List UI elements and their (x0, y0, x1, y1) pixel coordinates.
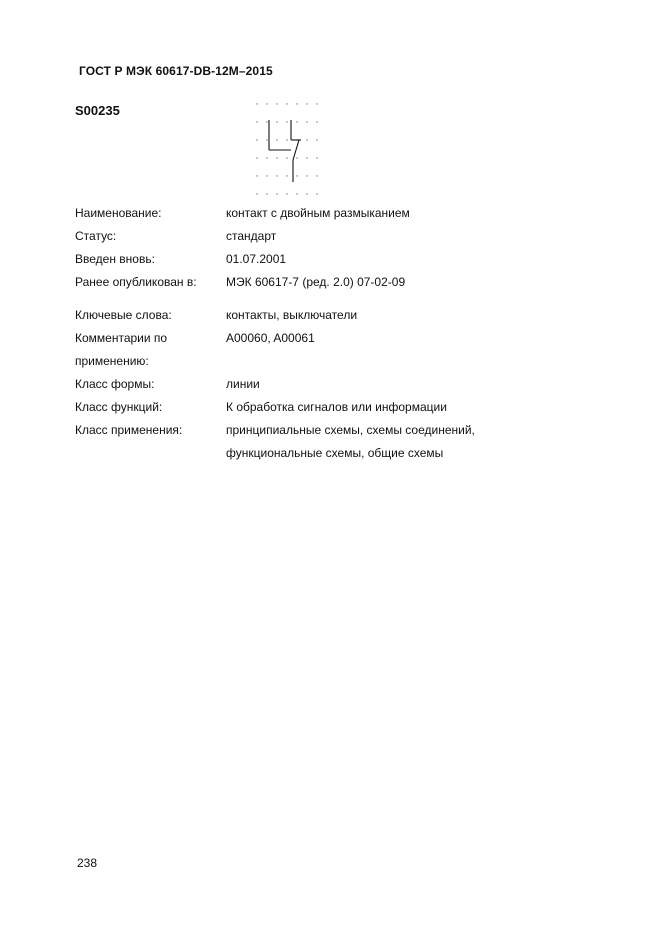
property-value: A00060, A00061 (226, 331, 315, 345)
property-value: контакт с двойным размыканием (226, 206, 410, 220)
property-value: линии (226, 377, 260, 391)
contact-double-break-icon (253, 100, 321, 200)
standard-header: ГОСТ Р МЭК 60617-DB-12M–2015 (79, 64, 273, 78)
property-value: стандарт (226, 229, 277, 243)
property-label: Наименование: (75, 206, 162, 220)
property-label: Ключевые слова: (75, 308, 172, 322)
property-label: Комментарии по применению: (75, 331, 168, 368)
property-value: К обработка сигналов или информации (226, 400, 447, 414)
property-value: контакты, выключатели (226, 308, 358, 322)
property-value: принципиальные схемы, схемы соединений, функциональные схемы, общие схемы (226, 423, 475, 460)
property-label: Ранее опубликован в: (75, 275, 197, 289)
symbol-code: S00235 (75, 103, 120, 118)
property-label: Введен вновь: (75, 252, 155, 266)
property-label: Статус: (75, 229, 117, 243)
property-value: 01.07.2001 (226, 252, 287, 266)
property-value: МЭК 60617-7 (ред. 2.0) 07-02-09 (226, 275, 406, 289)
property-label: Класс функций: (75, 400, 163, 414)
property-label: Класс формы: (75, 377, 155, 391)
page-number: 238 (77, 856, 98, 870)
property-label: Класс применения: (75, 423, 183, 437)
